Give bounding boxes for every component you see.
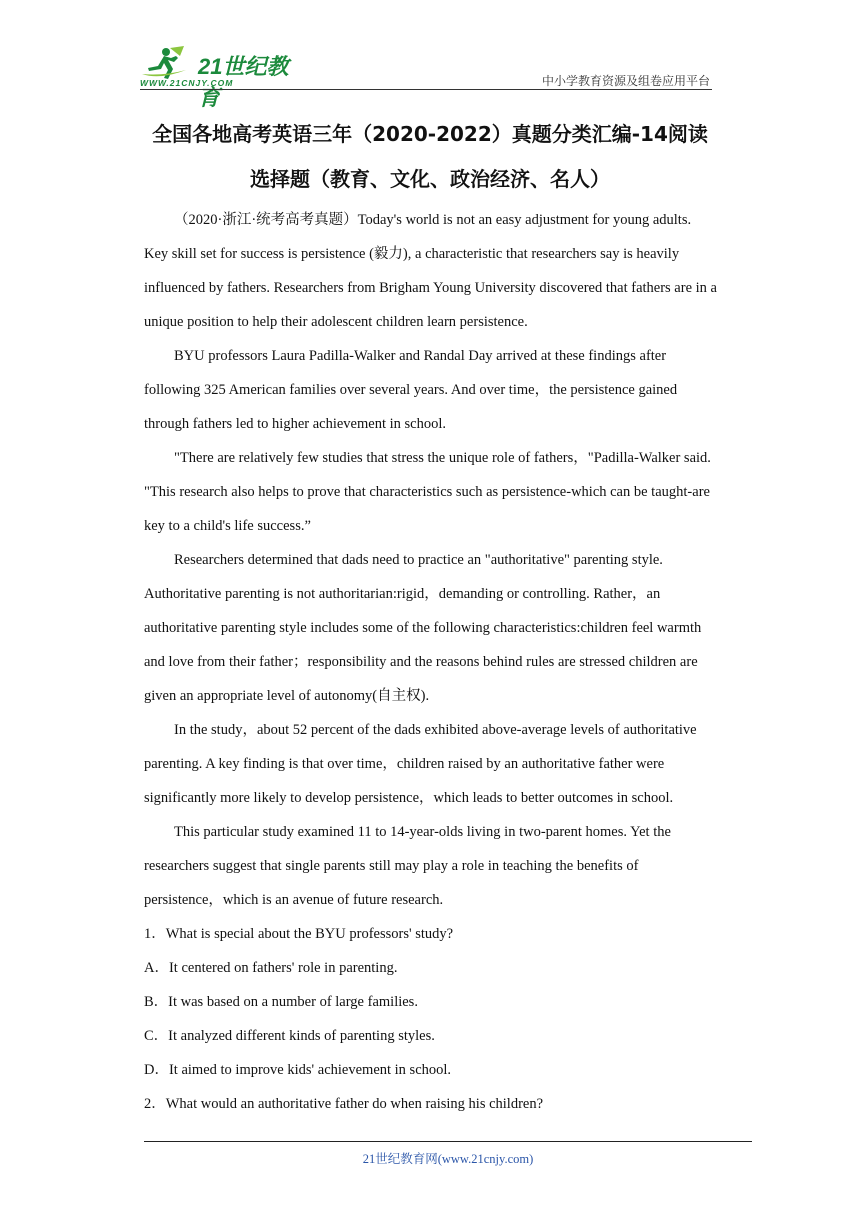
option-b: B．It was based on a number of large families. [144,994,418,1010]
site-logo [140,44,310,110]
passage-paragraph: BYU professors Laura Padilla-Walker and Randal Day arrived at these findings after following 325 American families over several years. And over time，the persistence gained through fathers led to higher achievement in school. [144,348,678,432]
document-body [144,203,718,1121]
logo-text: 21世纪教育 [198,54,289,110]
running-figure-icon [140,44,196,80]
question-2: 2．What would an authoritative father do when raising his children? [144,1096,544,1112]
option-d: D．It aimed to improve kids' achievement in school. [144,1062,452,1078]
option-a: A．It centered on fathers' role in parenting. [144,960,398,976]
question-1: 1．What is special about the BYU professors' study? [144,926,454,942]
page-header [140,42,712,110]
platform-name: 中小学教育资源及组卷应用平台 [541,74,710,88]
passage-paragraph: This particular study examined 11 to 14-year-olds living in two-parent homes. Yet the researchers suggest that single parents still may play a role in teaching the benefits of persistence，which is an avenue of future research. [144,824,671,908]
passage-paragraph: "There are relatively few studies that stress the unique role of fathers，"Padilla-Walker said. "This research also helps to prove that characteristics such as persistence-which can be taught-are key to a child's life success.” [144,450,711,534]
passage-paragraph: Researchers determined that dads need to practice an "authoritative" parenting style. Authoritative parenting is not authoritarian:rigid，demanding or controlling. Rather，an authoritative parenting style includes some of the following characteristics:children feel warmth and love from their father；responsibility and the reasons behind rules are stressed children are given an appropriate level of autonomy(自主权). [144,552,702,704]
document-title-line-1: 全国各地高考英语三年（2020-2022）真题分类汇编-14阅读 [152,122,708,146]
header-divider [140,89,712,90]
footer-divider [144,1141,752,1142]
passage-paragraph: （2020·浙江·统考高考真题）Today's world is not an easy adjustment for young adults. Key skill set for success is persistence (毅力), a characteristic that researchers say is heavily influenced by fathers. Researchers from Brigham Young University discovered that fathers are in a unique position to help their adolescent children learn persistence. [144,212,717,330]
document-title-line-2: 选择题（教育、文化、政治经济、名人） [250,167,610,191]
passage-paragraph: In the study，about 52 percent of the dads exhibited above-average levels of authoritative parenting. A key finding is that over time，children raised by an authoritative father were significantly more likely to develop persistence，which leads to better outcomes in school. [144,722,697,806]
option-c: C．It analyzed different kinds of parenting styles. [144,1028,435,1044]
logo-url: WWW.21CNJY.COM [140,78,234,88]
page-footer: 21世纪教育网(www.21cnjy.com) [362,1152,534,1166]
